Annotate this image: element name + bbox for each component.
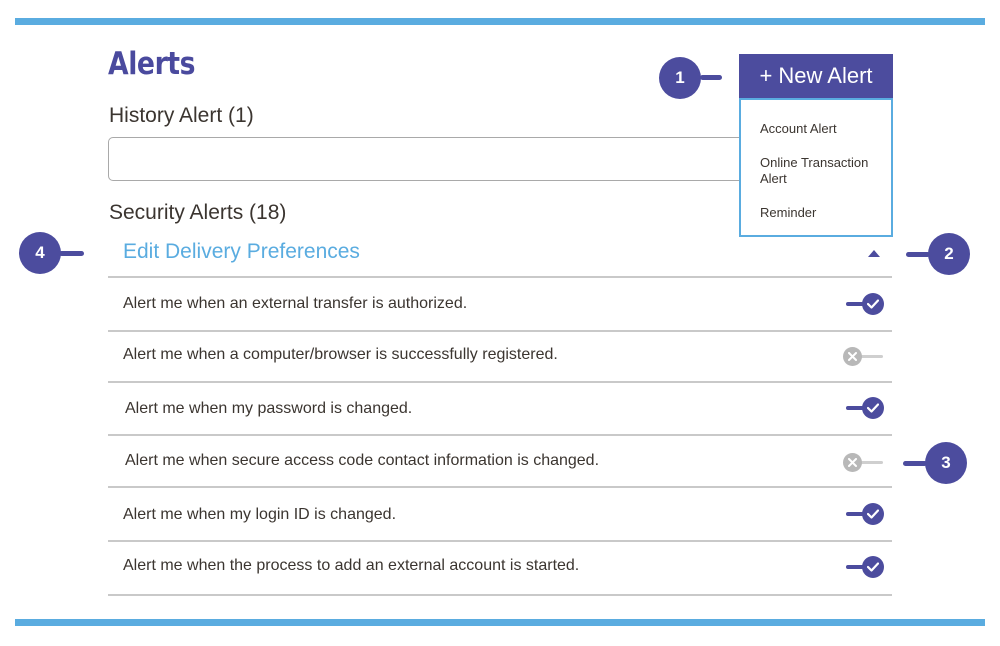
- preference-toggle[interactable]: [846, 293, 886, 317]
- callout-1-pointer: [700, 75, 722, 80]
- checkmark-icon: [862, 503, 884, 525]
- menu-item-reminder[interactable]: Reminder: [760, 205, 817, 220]
- checkmark-icon: [862, 397, 884, 419]
- preference-toggle[interactable]: [846, 397, 886, 421]
- preference-toggle[interactable]: [846, 556, 886, 580]
- divider: [108, 381, 892, 383]
- new-alert-button[interactable]: + New Alert: [739, 54, 893, 98]
- callout-1-badge: 1: [659, 57, 701, 99]
- checkmark-icon: [862, 556, 884, 578]
- new-alert-menu: [739, 98, 893, 237]
- preference-toggle[interactable]: [843, 451, 883, 475]
- x-icon: [843, 347, 862, 366]
- preference-toggle[interactable]: [843, 345, 883, 369]
- divider: [108, 434, 892, 436]
- x-icon: [843, 453, 862, 472]
- history-alert-heading: History Alert (1): [109, 104, 254, 127]
- callout-3-badge: 3: [925, 442, 967, 484]
- top-accent-rule: [15, 18, 985, 25]
- divider: [108, 330, 892, 332]
- page-title: Alerts: [108, 46, 196, 82]
- callout-4-badge: 4: [19, 232, 61, 274]
- callout-2-pointer: [906, 252, 930, 257]
- checkmark-icon: [862, 293, 884, 315]
- divider: [108, 486, 892, 488]
- divider: [108, 540, 892, 542]
- history-alert-box[interactable]: [108, 137, 748, 181]
- callout-4-pointer: [59, 251, 84, 256]
- menu-item-online-transaction-alert[interactable]: Online Transaction Alert: [760, 155, 869, 186]
- callout-3-pointer: [903, 461, 927, 466]
- divider: [108, 276, 892, 278]
- menu-item-account-alert[interactable]: Account Alert: [760, 121, 837, 136]
- preference-toggle[interactable]: [846, 503, 886, 527]
- preference-row-label: Alert me when an external transfer is authorized.: [123, 295, 468, 312]
- preference-row-label: Alert me when a computer/browser is successfully registered.: [123, 346, 558, 363]
- edit-delivery-preferences-link[interactable]: Edit Delivery Preferences: [123, 240, 360, 263]
- callout-2-badge: 2: [928, 233, 970, 275]
- bottom-accent-rule: [15, 619, 985, 626]
- preference-row-label: Alert me when my password is changed.: [125, 400, 413, 417]
- preference-row-label: Alert me when the process to add an external account is started.: [123, 557, 580, 574]
- security-alerts-heading: Security Alerts (18): [109, 201, 287, 224]
- preference-row-label: Alert me when my login ID is changed.: [123, 506, 397, 523]
- preference-row-label: Alert me when secure access code contact information is changed.: [125, 452, 600, 469]
- caret-up-icon[interactable]: [868, 250, 880, 257]
- divider: [108, 594, 892, 596]
